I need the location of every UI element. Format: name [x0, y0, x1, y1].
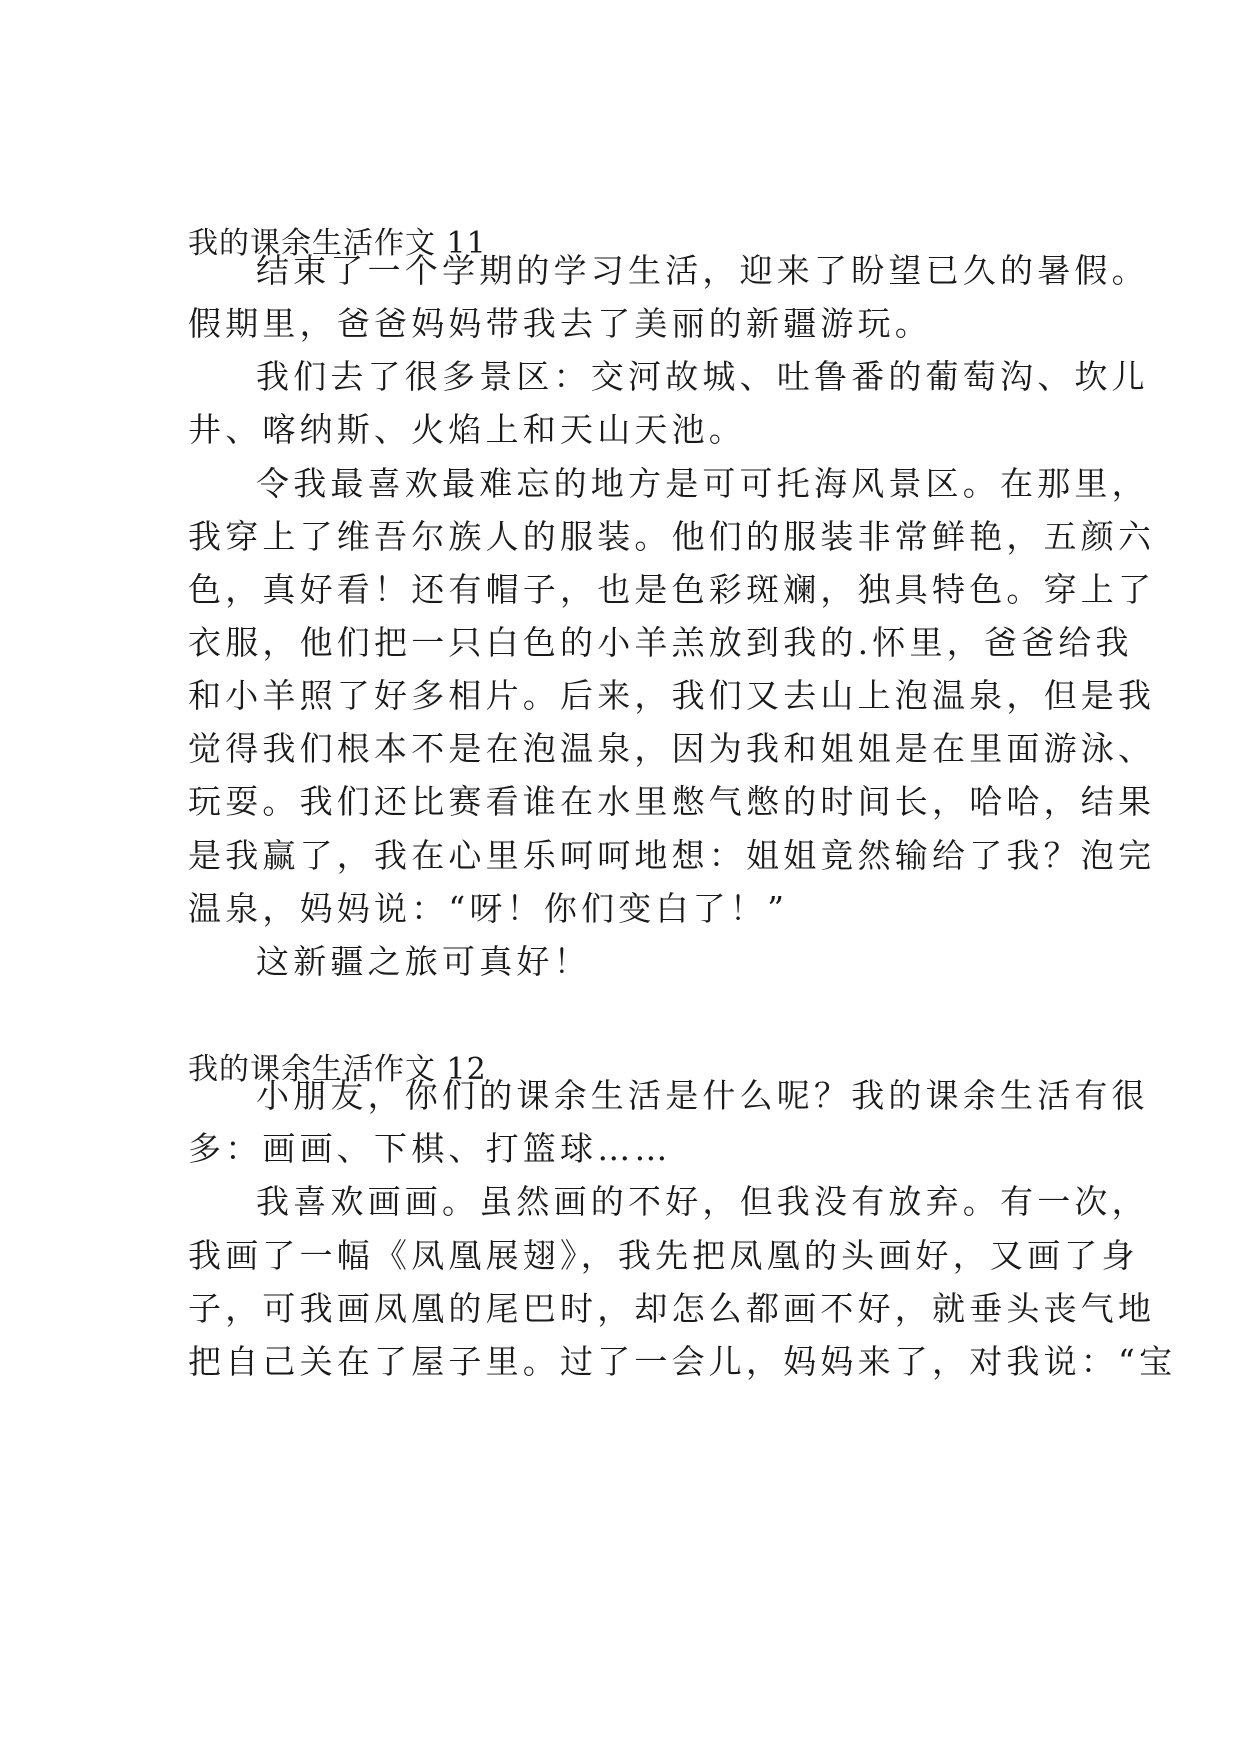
essay-11-line-8: 衣服，他们把一只白色的小羊羔放到我的.怀里，爸爸给我 — [188, 623, 1133, 662]
essay-11-line-14: 这新疆之旅可真好！ — [256, 942, 591, 981]
essay-11-line-11: 玩耍。我们还比赛看谁在水里憋气憋的时间长，哈哈，结果 — [188, 782, 1156, 821]
essay-12-title: 我的课余生活作文 12 — [188, 1052, 487, 1087]
essay-11-line-13: 温泉，妈妈说：“呀！你们变白了！” — [188, 889, 789, 928]
essay-11-line-9: 和小羊照了好多相片。后来，我们又去山上泡温泉，但是我 — [188, 676, 1156, 715]
essay-12-line-3: 我喜欢画画。虽然画的不好，但我没有放弃。有一次， — [256, 1182, 1149, 1221]
essay-11-line-10: 觉得我们根本不是在泡温泉，因为我和姐姐是在里面游泳、 — [188, 729, 1156, 768]
essay-12-line-1: 小朋友，你们的课余生活是什么呢？我的课余生活有很 — [256, 1076, 1149, 1115]
essay-12-line-6: 把自己关在了屋子里。过了一会儿，妈妈来了，对我说：“宝 — [188, 1342, 1177, 1381]
essay-11-line-4: 井、喀纳斯、火焰上和天山天池。 — [188, 410, 746, 449]
essay-12-line-4: 我画了一幅《凤凰展翅》，我先把凤凰的头画好，又画了身 — [188, 1236, 1139, 1275]
essay-11-line-5: 令我最喜欢最难忘的地方是可可托海风景区。在那里， — [256, 464, 1149, 503]
essay-11-line-6: 我穿上了维吾尔族人的服装。他们的服装非常鲜艳，五颜六 — [188, 517, 1156, 556]
essay-11-line-7: 色，真好看！还有帽子，也是色彩斑斓，独具特色。穿上了 — [188, 570, 1156, 609]
essay-11-line-2: 假期里，爸爸妈妈带我去了美丽的新疆游玩。 — [188, 304, 932, 343]
essay-12-line-2: 多：画画、下棋、打篮球…… — [188, 1129, 672, 1168]
essay-11-line-3: 我们去了很多景区：交河故城、吐鲁番的葡萄沟、坎儿 — [256, 357, 1149, 396]
essay-12-line-5: 子，可我画凤凰的尾巴时，却怎么都画不好，就垂头丧气地 — [188, 1289, 1156, 1328]
essay-11-line-12: 是我赢了，我在心里乐呵呵地想：姐姐竟然输给了我？泡完 — [188, 836, 1156, 875]
essay-11-title: 我的课余生活作文 11 — [188, 226, 487, 261]
essay-11-line-1: 结束了一个学期的学习生活，迎来了盼望已久的暑假。 — [256, 251, 1149, 290]
